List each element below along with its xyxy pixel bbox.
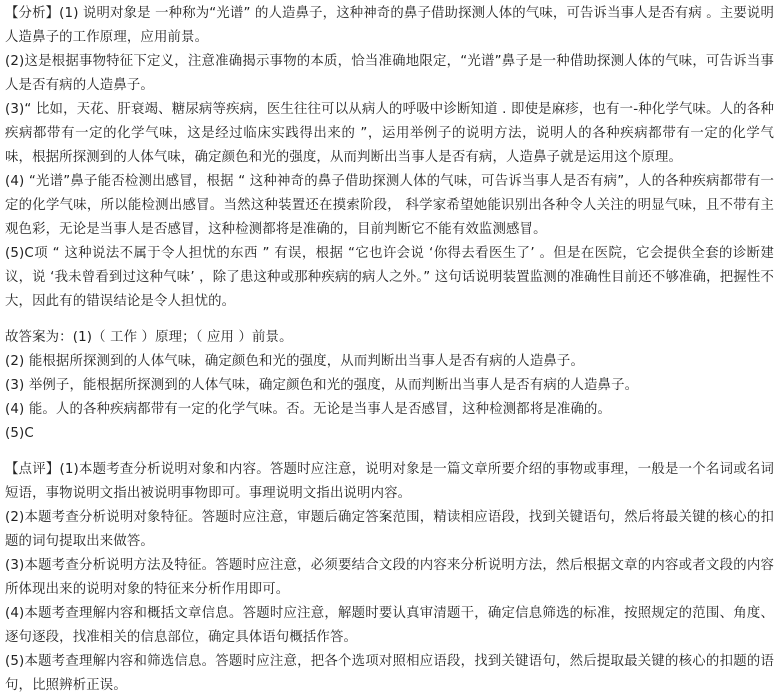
answer-line-4: (4) 能。人的各种疾病都带有一定的化学气味。否。无论是当事人是否感冒，这种检测都将是准确的。	[5, 402, 612, 417]
analysis-paragraph-1: 【分析】(1) 说明对象是 一种称为“光谱” 的人造鼻子，这种神奇的鼻子借助探测人体的气味，可告诉当事人是否有病 。主要说明人造鼻子的工作原理，应用前景。	[5, 6, 774, 45]
analysis-paragraph-4: (4) “光谱”鼻子能否检测出感冒，根据 “ 这种神奇的鼻子借助探测人体的气味，可告诉当事人是否有病”，人的各种疾病都带有一定的化学气味，所以能检测出感冒。当然这种装置还在摸索阶段， 科学家希望她能识别出各种令人关注的明显气味，且不带有主观色彩，无论是当事人是否感冒，这种检测都将是准确的，目前判断它不能有效监测感冒。	[5, 174, 774, 237]
analysis-section	[5, 2, 774, 314]
comment-paragraph-3: (3)本题考查分析说明方法及特征。答题时应注意，必须要结合文段的内容来分析说明方法，然后根据文章的内容或者文段的内容所体现出来的说明对象的特征来分析作用即可。	[5, 558, 774, 597]
comment-paragraph-5: (5)本题考查理解内容和筛选信息。答题时应注意，把各个选项对照相应语段，找到关键语句，然后提取最关键的核心的扣题的语句，比照辨析正误。	[5, 654, 774, 693]
comment-paragraph-1: 【点评】(1)本题考查分析说明对象和内容。答题时应注意，说明对象是一篇文章所要介绍的事物或事理，一般是一个名词或名词短语，事物说明文指出被说明事物即可。事理说明文指出说明内容。	[5, 462, 774, 501]
comment-section	[5, 458, 774, 698]
comment-paragraph-4: (4)本题考查理解内容和概括文章信息。答题时应注意，解题时要认真审清题干，确定信息筛选的标准，按照规定的范围、角度、逐句逐段，找准相关的信息部位，确定具体语句概括作答。	[5, 606, 774, 645]
analysis-paragraph-5: (5)C项 “ 这种说法不属于令人担忧的东西 ” 有误，根据 “它也许会说 ‘你得去看医生了’ 。但是在医院，它会提供全套的诊断建议，说 ‘我未曾看到过这种气味’ ，除了患这种或那种疾病的病人之外。” 这句话说明装置监测的准确性目前还不够准确，把握性不大，因此有的错误结论是令人担忧的。	[5, 246, 774, 309]
analysis-paragraph-3: (3)“ 比如，天花、肝衰竭、糖尿病等疾病，医生往往可以从病人的呼吸中诊断知道 . 即使是麻疹，也有一-种化学气味。人的各种疾病都带有一定的化学气味，这是经过临床实践得出来的 ”，运用举例子的说明方法，说明人的各种疾病都带有一定的化学气味，根据所探测到的人体气味，确定颜色和光的强度，从而判断出当事人是否有病，人造鼻子就是运用这个原理。	[5, 102, 774, 165]
analysis-paragraph-2: (2)这是根据事物特征下定义，注意准确揭示事物的本质，恰当准确地限定，“光谱”鼻子是一种借助探测人体的气味，可告诉当事人是否有病的人造鼻子。	[5, 54, 774, 93]
answer-line-5: (5)C	[5, 426, 34, 441]
answer-line-3: (3) 举例子，能根据所探测到的人体气味，确定颜色和光的强度，从而判断出当事人是否有病的人造鼻子。	[5, 378, 639, 393]
answer-section	[5, 326, 774, 446]
answer-line-2: (2) 能根据所探测到的人体气味，确定颜色和光的强度，从而判断出当事人是否有病的人造鼻子。	[5, 354, 584, 369]
comment-paragraph-2: (2)本题考查分析说明对象特征。答题时应注意，审题后确定答案范围，精读相应语段，找到关键语句，然后将最关键的核心的扣题的词句提取出来做答。	[5, 510, 774, 549]
answer-line-1: 故答案为：(1)（ 工作 ）原理；（ 应用 ）前景。	[5, 330, 293, 345]
